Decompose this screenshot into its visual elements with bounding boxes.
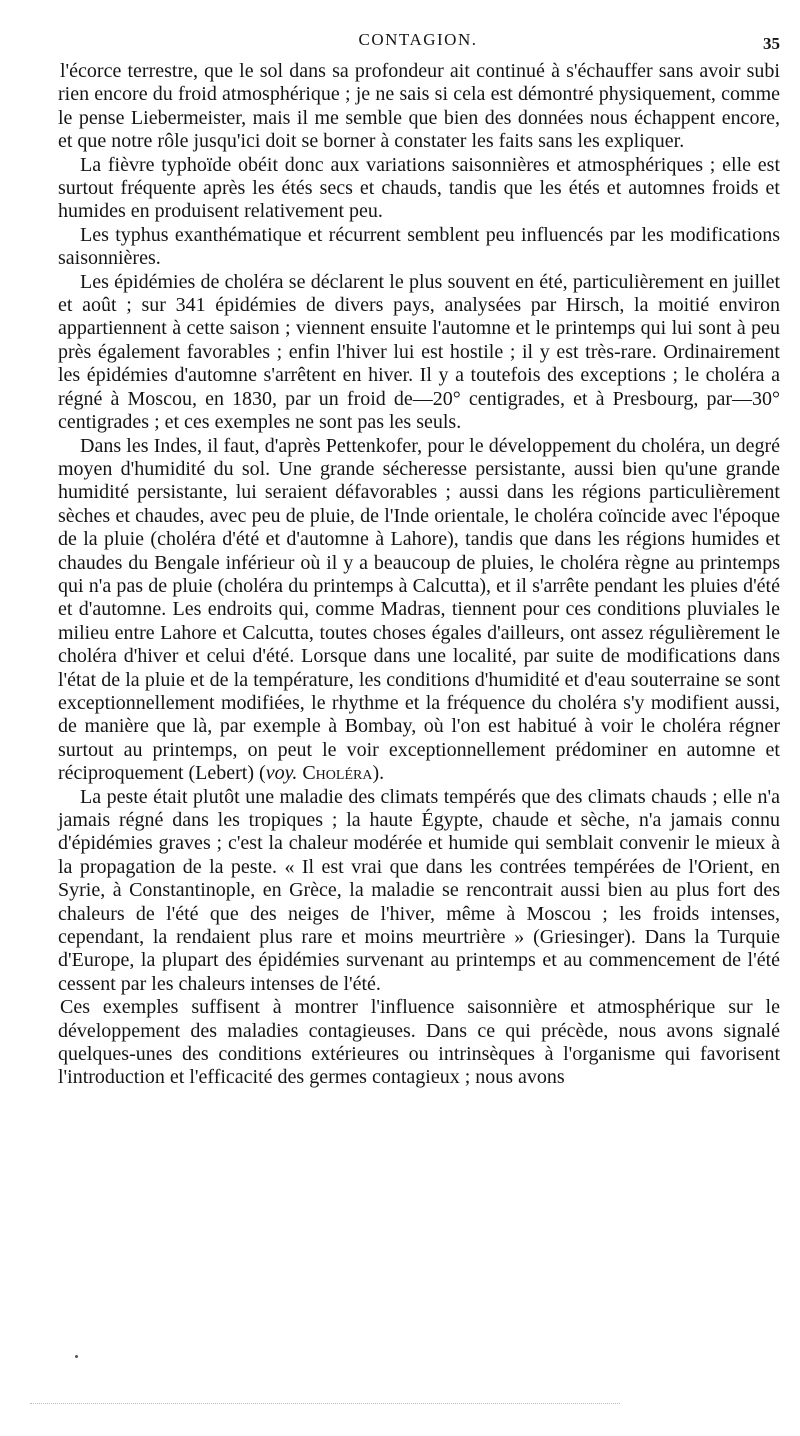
paragraph-conclusion: Ces exemples suffisent à montrer l'influence saisonnière et atmosphérique sur le développement des maladies contagieuses. Dans ce qui précède, nous avons signalé quelques-unes des conditions extérieures ou intrinsèques à l'organisme qui favorisent l'introduction et l'efficacité des germes contagieux ; nous avons <box>58 996 780 1089</box>
stray-ink-dot <box>75 1355 78 1358</box>
running-title: CONTAGION. <box>358 30 478 49</box>
page-number: 35 <box>763 34 780 53</box>
cross-reference-term: Choléra <box>302 762 373 785</box>
paragraph-continued: l'écorce terrestre, que le sol dans sa profondeur ait continué à s'échauffer sans avoir subi rien encore du froid atmosphérique ; je ne sais si cela est démontré physiquement, comme le pense Liebermeister, mais il me semble que bien des données nous échappent encore, et que notre rôle jusqu'ici doit se borner à constater les faits sans les expliquer. <box>58 60 780 153</box>
cross-reference-voy: voy. <box>265 762 298 785</box>
cross-reference-open: ( <box>259 762 266 785</box>
body-text <box>58 60 780 1090</box>
paragraph-plague: La peste était plutôt une maladie des climats tempérés que des climats chauds ; elle n'a jamais régné dans les tropiques ; la haute Égypte, chaude et sèche, n'a jamais connu d'épidémies graves ; c'est la chaleur modérée et humide qui semblait convenir le mieux à la propagation de la peste. « Il est vrai que dans les contrées tempérées de l'Orient, en Syrie, à Constantinople, en Grèce, la maladie se rencontrait aussi bien au plus fort des chaleurs de l'été que des neiges de l'hiver, même à Moscou ; les froids intenses, cependant, la rendaient plus rare et moins meurtrière » (Griesinger). Dans la Turquie d'Europe, la plupart des épidémies survenant au printemps et au commencement de l'été cessent par les chaleurs intenses de l'été. <box>58 785 780 995</box>
paragraph-typhus: Les typhus exanthématique et récurrent semblent peu influencés par les modifications saisonnières. <box>58 223 780 270</box>
running-header <box>58 30 778 56</box>
paragraph-cholera: Les épidémies de choléra se déclarent le plus souvent en été, particulièrement en juillet et août ; sur 341 épidémies de divers pays, analysées par Hirsch, la moitié environ appartiennent à cette saison ; viennent ensuite l'automne et le printemps qui lui sont à peu près également favorables ; enfin l'hiver lui est hostile ; il y est très-rare. Ordinairement les épidémies d'automne s'arrêtent en hiver. Il y a toutefois des exceptions ; le choléra a régné à Moscou, en 1830, par un froid de—20° centigrades, et à Presbourg, par—30° centigrades ; et ces exemples ne sont pas les seuls. <box>58 270 780 434</box>
bottom-scan-artifact <box>30 1403 620 1404</box>
cross-reference-close: ). <box>372 762 385 785</box>
paragraph-india-text: Dans les Indes, il faut, d'après Pettenkofer, pour le développement du choléra, un degré moyen d'humidité du sol. Une grande sécheresse persistante, aussi bien qu'une grande humidité persistante, lui seraient défavorables ; aussi dans les régions particulièrement sèches et chaudes, avec peu de pluie, de l'Inde orientale, le choléra coïncide avec l'époque de la pluie (choléra d'été et d'automne à Lahore), tandis que dans les régions humides et chaudes du Bengale inférieur où il y a beaucoup de pluies, le choléra règne au printemps qui n'a pas de pluie (choléra du printemps à Calcutta), et il s'arrête pendant les pluies d'été et d'automne. Les endroits qui, comme Madras, tiennent pour ces conditions pluviales le milieu entre Lahore et Calcutta, toutes choses égales d'ailleurs, ont assez régulièrement le choléra d'hiver et celui d'été. Lorsque dans une localité, par suite de modifications dans l'état de la pluie et de la température, les conditions d'humidité et d'eau souterraine se sont exceptionnellement modifiées, le rhythme et la fréquence du choléra s'y modifient aussi, de manière que là, par exemple à Bombay, où l'on est habitué à voir le choléra régner surtout au printemps, on peut le voir exceptionnellement prédominer en automne et réciproquement (Lebert) <box>58 434 780 785</box>
paragraph-india <box>58 435 780 786</box>
paragraph-typhoid: La fièvre typhoïde obéit donc aux variations saisonnières et atmosphériques ; elle est surtout fréquente après les étés secs et chauds, tandis que les étés et automnes froids et humides en produisent relativement peu. <box>58 153 780 223</box>
